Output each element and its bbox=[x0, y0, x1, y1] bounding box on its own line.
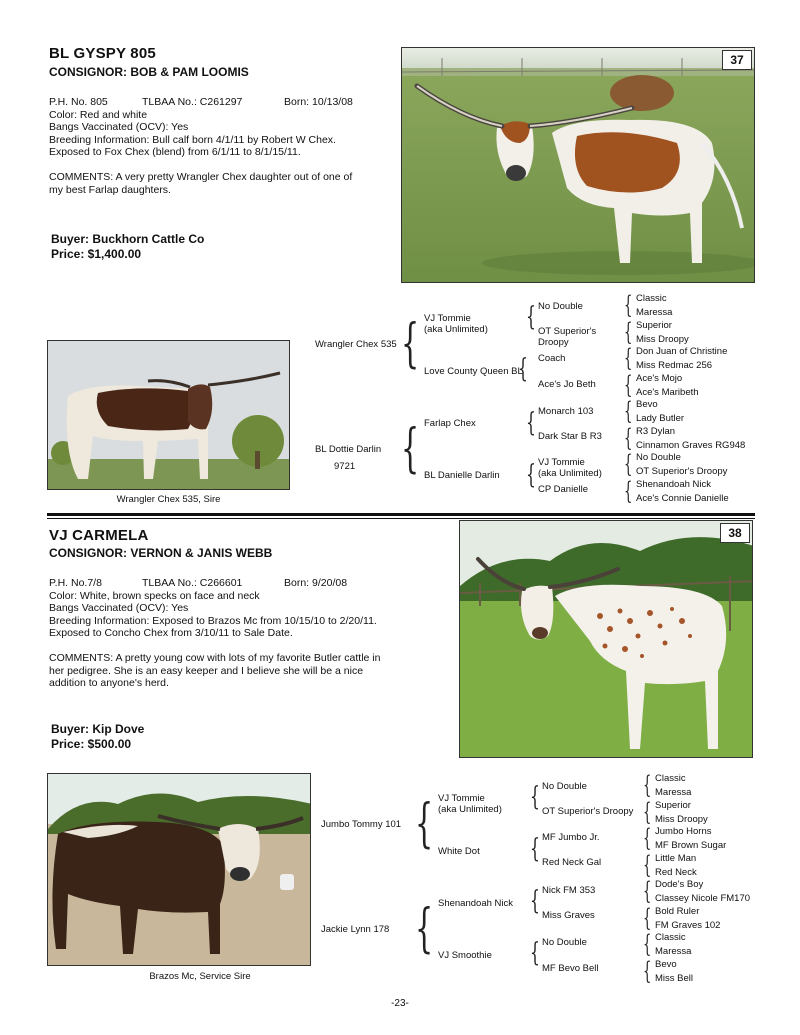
lot38-ped-ds: Shenandoah Nick bbox=[438, 898, 513, 909]
lot37-ped-ss bbox=[424, 313, 488, 335]
lot38-g4-11: FM Graves 102 bbox=[655, 919, 721, 931]
lot37-ped-ss-name: VJ Tommie bbox=[424, 313, 471, 324]
lot38-ped-ss bbox=[438, 793, 502, 815]
lot38-g4-2: Superior bbox=[655, 799, 691, 811]
lot37-color: Color: Red and white bbox=[49, 108, 148, 121]
lot38-consignor: CONSIGNOR: VERNON & JANIS WEBB bbox=[49, 546, 273, 560]
lot37-brace-ds: { bbox=[526, 408, 536, 438]
lot38-g4-15: Miss Bell bbox=[655, 972, 694, 984]
lot38-number-badge: 38 bbox=[720, 523, 750, 543]
lot38-ped-sd: White Dot bbox=[438, 846, 480, 857]
lot37-tlbaa-no: TLBAA No.: C261297 bbox=[142, 96, 243, 108]
lot38-ped-dam: Jackie Lynn 178 bbox=[321, 924, 390, 935]
lot38-ped-dds: No Double bbox=[542, 937, 587, 948]
lot38-tlbaa-no: TLBAA No.: C266601 bbox=[142, 577, 243, 589]
lot38-photo-illustration bbox=[460, 521, 753, 758]
lot38-ped-dss: Nick FM 353 bbox=[542, 885, 596, 896]
lot38-info bbox=[49, 577, 449, 690]
lot38-bangs: Bangs Vaccinated (OCV): Yes bbox=[49, 602, 189, 614]
lot38-comments-2: her pedigree. She is an easy keeper and I believe she will be a nice bbox=[49, 664, 364, 677]
lot38-brace-ss: { bbox=[530, 782, 540, 812]
lot37-ped-dam-number: 9721 bbox=[334, 461, 356, 472]
lot37-ph-no: P.H. No. 805 bbox=[49, 96, 108, 108]
lot37-sire-illustration bbox=[48, 341, 290, 490]
lot38-g4-brace: { bbox=[643, 930, 652, 958]
lot37-ped-dss: Monarch 103 bbox=[538, 406, 594, 417]
lot37-ped-ssd-2: Droopy bbox=[538, 337, 569, 348]
lot37-ped-ssd bbox=[538, 326, 596, 348]
lot38-ped-sss: No Double bbox=[542, 781, 587, 792]
lot38-color: Color: White, brown specks on face and neck bbox=[49, 589, 260, 602]
lot38-g4-9: Classey Nicole FM170 bbox=[655, 893, 751, 904]
lot37-g4-1: Maressa bbox=[636, 307, 673, 318]
lot38-brace-dd: { bbox=[530, 938, 540, 968]
lot38-price: Price: $500.00 bbox=[51, 737, 132, 751]
lot37-ped-sds: Coach bbox=[538, 353, 566, 364]
lot37-g4-9: Lady Butler bbox=[636, 413, 685, 424]
lot38-g4-14: Bevo bbox=[655, 958, 677, 970]
lot37-g4-8: Bevo bbox=[636, 399, 658, 410]
lot38-brace-ds: { bbox=[530, 886, 540, 916]
lot38-buyer-block bbox=[51, 722, 144, 752]
section-divider bbox=[47, 513, 755, 516]
lot38-ped-sdd: Red Neck Gal bbox=[542, 857, 602, 868]
lot38-g4-13: Maressa bbox=[655, 946, 692, 957]
lot38-sire-photo bbox=[47, 773, 311, 966]
lot38-g4-5: MF Brown Sugar bbox=[655, 840, 727, 851]
lot37-ped-sd: Love County Queen BL bbox=[424, 366, 523, 377]
lot37-breeding-2: Exposed to Fox Chex (blend) from 6/1/11 to 8/1/15/11. bbox=[49, 146, 301, 158]
lot37-sire-caption: Wrangler Chex 535, Sire bbox=[116, 494, 221, 505]
lot37-ped-dds bbox=[538, 457, 602, 479]
lot38-g4-3: Miss Droopy bbox=[655, 813, 708, 825]
lot37-ped-ds: Farlap Chex bbox=[424, 418, 476, 429]
lot38-ph-no: P.H. No.7/8 bbox=[49, 577, 102, 589]
lot37-g4-brace: { bbox=[624, 370, 633, 399]
lot38-g4-4: Jumbo Horns bbox=[655, 826, 712, 837]
lot38-ped-dd: VJ Smoothie bbox=[438, 950, 492, 961]
lot37-title: BL GYSPY 805 bbox=[49, 45, 156, 62]
lot37-ped-dsd: Dark Star B R3 bbox=[538, 431, 602, 442]
lot38-g4-0: Classic bbox=[655, 773, 686, 784]
lot37-buyer: Buyer: Buckhorn Cattle Co bbox=[51, 232, 205, 246]
lot38-brace-sd: { bbox=[530, 834, 540, 864]
lot37-g4-4: Don Juan of Christine bbox=[636, 346, 728, 357]
lot37-g4-6: Ace's Mojo bbox=[636, 372, 683, 384]
lot37-ped-dds-2: (aka Unlimited) bbox=[538, 468, 602, 479]
lot38-ped-sire: Jumbo Tommy 101 bbox=[321, 819, 402, 830]
lot38-g4-brace: { bbox=[643, 850, 652, 879]
lot37-sire-photo bbox=[47, 340, 290, 490]
lot38-sire-caption: Brazos Mc, Service Sire bbox=[149, 971, 251, 982]
page-number: -23- bbox=[391, 998, 409, 1009]
lot37-g4-brace: { bbox=[624, 291, 633, 319]
lot37-g4-3: Miss Droopy bbox=[636, 333, 689, 345]
lot37-comments-2: my best Farlap daughters. bbox=[49, 183, 171, 196]
lot38-g4-1: Maressa bbox=[655, 787, 692, 798]
lot37-g4-13: OT Superior's Droopy bbox=[636, 466, 728, 477]
lot37-g4-2: Superior bbox=[636, 319, 672, 331]
lot38-ped-ddd: MF Bevo Bell bbox=[542, 963, 599, 974]
lot38-ped-ssd: OT Superior's Droopy bbox=[542, 806, 634, 817]
lot38-brace-dam: { bbox=[415, 899, 434, 959]
lot38-g4-10: Bold Ruler bbox=[655, 905, 700, 917]
section-divider-thin bbox=[47, 518, 755, 519]
lot37-ped-dds-1: VJ Tommie bbox=[538, 457, 585, 468]
lot38-g4-brace: { bbox=[643, 824, 652, 852]
lot38-ped-ss-name: VJ Tommie bbox=[438, 793, 485, 804]
lot37-cow-photo bbox=[401, 47, 755, 283]
lot37-ped-dam bbox=[315, 444, 381, 472]
lot38-ped-ss-aka: (aka Unlimited) bbox=[438, 804, 502, 815]
lot37-brace-dd: { bbox=[526, 460, 536, 490]
lot37-ped-sdd: Ace's Jo Beth bbox=[538, 379, 596, 390]
lot37-ped-sire: Wrangler Chex 535 bbox=[315, 339, 397, 350]
lot38-comments-1: COMMENTS: A pretty young cow with lots of my favorite Butler cattle in bbox=[49, 652, 381, 664]
lot37-brace-sire: { bbox=[401, 314, 420, 374]
lot37-buyer-block bbox=[51, 232, 204, 262]
lot37-bangs: Bangs Vaccinated (OCV): Yes bbox=[49, 121, 189, 133]
lot38-title: VJ CARMELA bbox=[49, 527, 149, 544]
lot37-g4-14: Shenandoah Nick bbox=[636, 478, 711, 490]
lot37-comments-1: COMMENTS: A very pretty Wrangler Chex daughter out of one of bbox=[49, 171, 353, 183]
lot37-g4-15: Ace's Connie Danielle bbox=[636, 492, 729, 504]
lot37-g4-brace: { bbox=[624, 450, 633, 478]
lot37-ped-dd: BL Danielle Darlin bbox=[424, 470, 500, 481]
lot37-price: Price: $1,400.00 bbox=[51, 247, 142, 261]
lot38-comments-3: addition to anyone's herd. bbox=[49, 677, 169, 689]
lot37-g4-brace: { bbox=[624, 397, 633, 425]
lot37-g4-0: Classic bbox=[636, 293, 667, 304]
lot37-photo-illustration bbox=[402, 48, 755, 283]
lot38-g4-brace: { bbox=[643, 797, 652, 826]
lot37-ped-ss-aka: (aka Unlimited) bbox=[424, 324, 488, 335]
lot38-g4-8: Dode's Boy bbox=[655, 879, 704, 890]
lot38-sire-illustration bbox=[48, 774, 311, 966]
lot38-buyer: Buyer: Kip Dove bbox=[51, 722, 145, 736]
lot38-breeding-2: Exposed to Concho Chex from 3/10/11 to Sale Date. bbox=[49, 627, 293, 639]
lot37-g4-10: R3 Dylan bbox=[636, 425, 676, 437]
lot37-ped-dam-name: BL Dottie Darlin bbox=[315, 444, 382, 455]
lot38-brace-sire: { bbox=[415, 794, 434, 854]
lot38-g4-6: Little Man bbox=[655, 852, 697, 864]
lot37-g4-12: No Double bbox=[636, 452, 681, 463]
lot38-g4-brace: { bbox=[643, 877, 652, 905]
lot37-g4-brace: { bbox=[624, 317, 633, 346]
lot37-ped-sss: No Double bbox=[538, 301, 583, 312]
lot38-g4-brace: { bbox=[643, 903, 652, 932]
lot37-info bbox=[49, 96, 394, 196]
lot38-breeding-1: Breeding Information: Exposed to Brazos Mc from 10/15/10 to 2/20/11. bbox=[49, 614, 377, 627]
lot37-brace-dam: { bbox=[401, 419, 420, 479]
lot38-ped-dsd: Miss Graves bbox=[542, 910, 595, 921]
lot38-cow-photo bbox=[459, 520, 753, 758]
lot37-g4-brace: { bbox=[624, 344, 633, 372]
lot38-g4-brace: { bbox=[643, 956, 652, 985]
lot37-g4-brace: { bbox=[624, 476, 633, 505]
lot37-brace-ss: { bbox=[526, 302, 536, 332]
lot38-born: Born: 9/20/08 bbox=[284, 577, 348, 589]
lot37-g4-11: Cinnamon Graves RG948 bbox=[636, 439, 746, 451]
lot38-g4-12: Classic bbox=[655, 932, 686, 943]
lot37-g4-brace: { bbox=[624, 423, 633, 452]
lot38-g4-7: Red Neck bbox=[655, 866, 697, 878]
lot37-brace-sd: { bbox=[518, 354, 528, 384]
lot37-g4-7: Ace's Maribeth bbox=[636, 386, 699, 398]
lot37-consignor: CONSIGNOR: BOB & PAM LOOMIS bbox=[49, 65, 249, 79]
lot37-born: Born: 10/13/08 bbox=[284, 96, 353, 108]
lot38-ped-sds: MF Jumbo Jr. bbox=[542, 832, 600, 843]
lot38-g4-brace: { bbox=[643, 771, 652, 799]
lot37-g4-5: Miss Redmac 256 bbox=[636, 360, 713, 371]
lot37-number-badge: 37 bbox=[722, 50, 752, 70]
lot37-ped-ddd: CP Danielle bbox=[538, 484, 588, 495]
lot37-breeding-1: Breeding Information: Bull calf born 4/1/11 by Robert W Chex. bbox=[49, 133, 336, 146]
lot37-ped-ssd-1: OT Superior's bbox=[538, 326, 597, 337]
